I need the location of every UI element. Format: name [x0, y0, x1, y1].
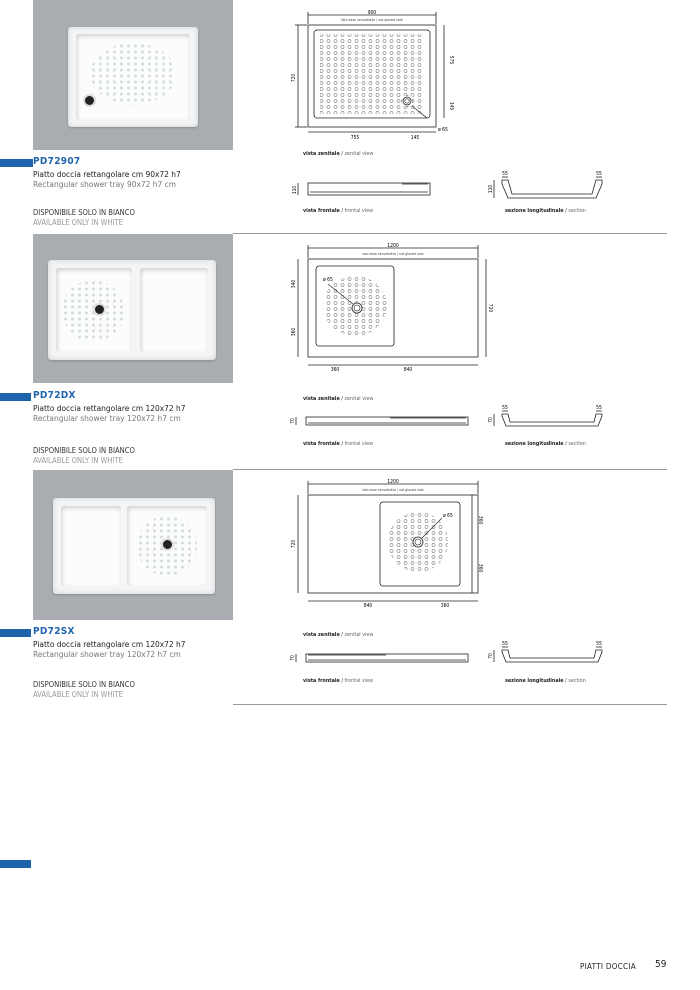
accent-bar — [0, 159, 33, 167]
dim-d1: 340 — [291, 279, 297, 289]
caption-frontal: vista frontale / frontal view — [303, 208, 374, 214]
caption-frontal: vista frontale / frontal view — [303, 678, 374, 684]
accent-bar — [0, 393, 31, 401]
dim-hole: ø 65 — [323, 277, 333, 283]
product-code: PD72907 — [33, 156, 81, 167]
dim-note: lato esse senvallatto / not glazed side — [362, 252, 424, 256]
drain-icon — [161, 538, 174, 551]
section-view-pd72sx — [488, 638, 608, 668]
plan-drawing-pd72sx — [290, 476, 490, 611]
footer-section: PIATTI DOCCIA — [580, 962, 637, 971]
front-height: 70 — [290, 418, 296, 424]
dim-d2: 145 — [448, 101, 454, 111]
caption-section: sezione longitudinale / section — [505, 678, 586, 684]
dim-d4: 360 — [440, 603, 450, 609]
section-a: 55 — [502, 641, 508, 647]
dim-d1: 575 — [448, 55, 454, 65]
caption-zenital: vista zenitale / zenital view — [303, 632, 374, 638]
dim-d1: 360 — [477, 515, 483, 525]
availability-en: AVAILABLE ONLY IN WHITE — [33, 455, 123, 465]
product-code: PD72SX — [33, 626, 75, 637]
dim-d3: 360 — [330, 367, 340, 373]
description-it: Piatto doccia rettangolare cm 120x72 h7 — [33, 403, 186, 413]
section-view-pd72dx — [488, 402, 608, 432]
dim-hole: ø 65 — [443, 513, 453, 519]
availability-it: DISPONIBILE SOLO IN BIANCO — [33, 208, 135, 217]
dim-d3: 755 — [350, 135, 360, 141]
plan-drawing-pd72907 — [290, 8, 460, 148]
shower-tray-image — [53, 498, 215, 594]
divider — [233, 469, 667, 470]
front-view-pd72907 — [292, 180, 432, 202]
section-b: 55 — [596, 171, 602, 177]
availability-note — [33, 680, 135, 699]
product-photo-pd72dx — [33, 234, 233, 383]
dim-hole: ø 65 — [438, 127, 448, 133]
availability-en: AVAILABLE ONLY IN WHITE — [33, 689, 123, 699]
front-height: 110 — [292, 185, 298, 195]
dim-note: fato esse senvallatto / not glazed side — [341, 18, 403, 22]
front-height: 70 — [290, 655, 296, 661]
dim-d2: 360 — [477, 563, 483, 573]
availability-en: AVAILABLE ONLY IN WHITE — [33, 217, 123, 227]
description-en: Rectangular shower tray 120x72 h7 cm — [33, 649, 181, 659]
dim-d3: 840 — [363, 603, 373, 609]
dim-d4: 840 — [403, 367, 413, 373]
description-it: Piatto doccia rettangolare cm 90x72 h7 — [33, 169, 181, 179]
shower-tray-image — [68, 27, 198, 127]
drain-icon — [93, 303, 106, 316]
dim-note: lato esse senvallatto / not glazed side — [362, 488, 424, 492]
dim-height: 720 — [291, 73, 297, 83]
dim-d2: 360 — [291, 327, 297, 337]
section-view-pd72907 — [488, 168, 608, 204]
product-code: PD72DX — [33, 390, 76, 401]
drain-icon — [83, 94, 96, 107]
dim-height: 720 — [291, 539, 297, 549]
description-en: Rectangular shower tray 120x72 h7 cm — [33, 413, 181, 423]
availability-note — [33, 446, 135, 465]
dim-height: 720 — [487, 303, 493, 313]
product-description — [33, 169, 181, 189]
section-h: 70 — [488, 653, 494, 659]
availability-it: DISPONIBILE SOLO IN BIANCO — [33, 680, 135, 689]
section-h: 110 — [488, 184, 494, 194]
section-a: 55 — [502, 405, 508, 411]
description-it: Piatto doccia rettangolare cm 120x72 h7 — [33, 639, 186, 649]
front-view-pd72dx — [290, 413, 470, 431]
product-description — [33, 403, 185, 423]
accent-bar — [0, 860, 31, 868]
page-number: 59 — [655, 959, 667, 970]
product-description — [33, 639, 185, 659]
caption-section: sezione longitudinale / section — [505, 208, 586, 214]
caption-frontal: vista frontale / frontal view — [303, 441, 374, 447]
dim-width: 1200 — [387, 479, 399, 485]
divider — [233, 233, 667, 234]
section-b: 55 — [596, 405, 602, 411]
front-view-pd72sx — [290, 650, 470, 668]
caption-zenital: vista zenitale / zenital view — [303, 396, 374, 402]
section-b: 55 — [596, 641, 602, 647]
divider — [233, 704, 667, 705]
product-photo-pd72907 — [33, 0, 233, 150]
section-a: 55 — [502, 171, 508, 177]
accent-bar — [0, 629, 31, 637]
plan-drawing-pd72dx — [290, 240, 493, 375]
shower-tray-image — [48, 260, 216, 360]
caption-section: sezione longitudinale / section — [505, 441, 586, 447]
dim-width: 900 — [367, 10, 377, 16]
section-h: 70 — [488, 417, 494, 423]
description-en: Rectangular shower tray 90x72 h7 cm — [33, 179, 176, 189]
product-photo-pd72sx — [33, 470, 233, 620]
caption-zenital: vista zenitale / zenital view — [303, 151, 374, 157]
availability-note — [33, 208, 135, 227]
dim-d4: 145 — [410, 135, 420, 141]
availability-it: DISPONIBILE SOLO IN BIANCO — [33, 446, 135, 455]
dim-width: 1200 — [387, 243, 399, 249]
